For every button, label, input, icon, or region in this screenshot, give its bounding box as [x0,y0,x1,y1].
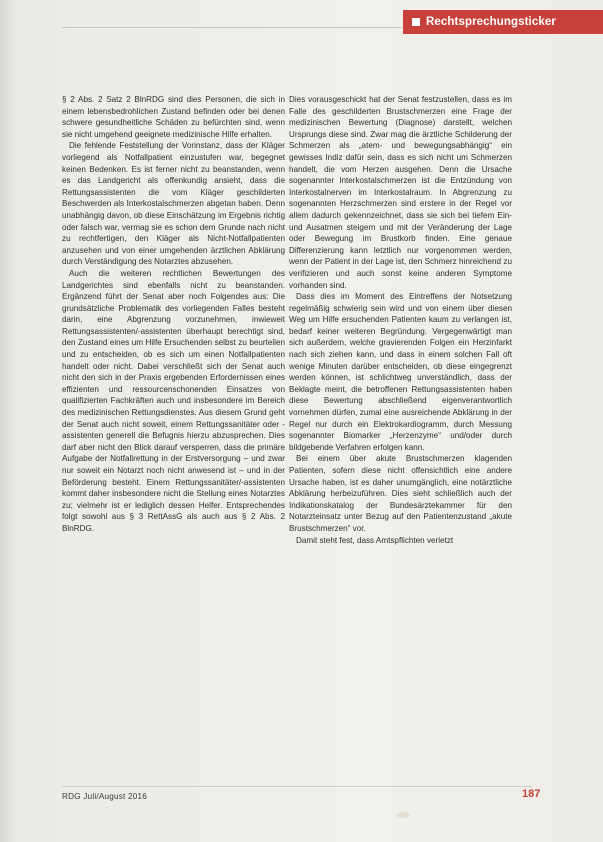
header-rule [62,27,402,28]
paragraph: Bei einem über akute Brustschmerzen klagenden Patienten, sofern diese nicht offensichtlich eine andere Ursache haben, ist es daher unumgänglich, eine notärztliche Abklärung herbeizuführen. Dies sieht schließlich auch der Indikationskatalog der Bundesärztekammer für den Notarzteinsatz unter Bezug auf den Patientenzustand „akute Brustschmerzen“ vor. [289,454,512,533]
right-column [289,94,512,546]
journal-footer: RDG Juli/August 2016 [62,792,148,801]
paragraph: Damit steht fest, dass Amtspflichten verletzt [296,535,454,545]
section-ribbon [403,10,603,34]
square-bullet-icon [412,18,420,26]
paragraph: Auch die weiteren rechtlichen Bewertungen des Landgerichtes sind ebenfalls nicht zu beanstanden. Ergänzend führt der Senat aber noch Folgendes aus: Die grundsätzliche Problematik des vorliegenden Falles besteht darin, eine Abgrenzung vorzunehmen, inwieweit Rettungsassistenten/-assistenten überhaupt berechtigt sind, den Zustand eines um Hilfe Ersuchenden selbst zu beurteilen und zu entscheiden, ob es sich um einen Notfallpatienten handelt oder nicht. Dabei verschließt sich der Senat auch nicht den sich in der Praxis ergebenden Erfordernissen eines effizienten und ressourcenschonenden Einsatzes von qualifizierten Fachkräften auch und insbesondere im Bereich des medizinischen Rettungsdienstes. Aus diesem Grund geht der Senat auch nicht soweit, einem Rettungssanitäter oder -assistenten generell die Befugnis hierzu abzusprechen. Dies darf aber nicht den Blick darauf versperren, dass die primäre Aufgabe der Notfallrettung in der Erstversorgung – und zwar nur soweit ein Notarzt noch nicht anwesend ist – und in der Beförderung besteht. Einem Rettungssanitäter/-assistenten kommt daher insbesondere nicht die Stellung eines Notarztes zu; vielmehr ist er lediglich dessen Helfer. Entsprechendes folgt sowohl aus § 3 RettAssG als auch aus § 2 Abs. 2 BlnRDG. [62,268,285,533]
left-column [62,94,285,535]
paragraph: § 2 Abs. 2 Satz 2 BlnRDG sind dies Personen, die sich in einem lebensbedrohlichen Zustand befinden oder bei denen schwere gesundheitliche Schäden zu befürchten sind, wenn sie nicht umgehend geeignete medizinische Hilfe erhalten. [62,95,285,139]
page-number: 187 [522,788,541,800]
footer-rule [62,786,532,787]
paper-smudge [396,812,410,818]
section-label: Rechtsprechungsticker [426,16,556,28]
paragraph: Dass dies im Moment des Eintreffens der Notsetzung regelmäßig schwierig sein wird und von einem über diesen Weg um Hilfe ersuchenden Patienten kaum zu verlangen ist, bedarf keiner weiteren Begründung. Vergegenwärtigt man sich außerdem, welche gravierenden Folgen ein Herzinfarkt nach sich ziehen kann, und dass in einem solchen Fall oft wenige Minuten darüber entscheiden, ob diese eingegrenzt werden können, ist schlichtweg unverständlich, dass der Beklagte meint, die betroffenen Rettungsassistenten haben diese Bewertung abschließend eigenverantwortlich vornehmen dürfen, zumal eine ausreichende Abklärung in der Regel nur durch ein Elektrokardiogramm, durch Messung sogenannter Biomarker „Herzenzyme“ und/oder durch bildgebende Verfahren erfolgen kann. [289,292,512,452]
paragraph: Die fehlende Feststellung der Vorinstanz, dass der Kläger vorliegend als Notfallpatient einzustufen war, begegnet keinen Bedenken. Es ist ferner nicht zu beanstanden, wenn es das Landgericht als offenkundig ansieht, dass die Rettungsassistenten die vom Kläger geschilderten Beschwerden als Interkostalschmerzen abgetan haben. Denn unabhängig davon, ob diese Einschätzung im Ergebnis richtig oder falsch war, vermag sie es schon dem Grunde nach nicht zu rechtfertigen, den Kläger als Nicht-Notfallpatienten anzusehen und von einer umgehenden ärztlichen Abklärung durch Verständigung des Notarztes abzusehen. [62,141,285,267]
paragraph: Dies vorausgeschickt hat der Senat festzustellen, dass es im Falle des geschilderten Brustschmerzen eine Frage der medizinischen Bewertung (Diagnose) darstellt, welchen Ursprungs diese sind. Zwar mag die ärztliche Schilderung der Schmerzen als „atem- und bewegungsabhängig“ ein gewisses Indiz dafür sein, dass es sich nicht um Schmerzen handelt, die vom Herzen ausgehen. Denn die Ursache sogenannter Interkostalschmerzen ist die Entzündung von Interkostalnerven im Interkostalraum. In Abgrenzung zu sogenannten Herzschmerzen sind erstere in der Regel vor allem dadurch gekennzeichnet, dass sie sich bei tiefem Ein- und Ausatmen steigern und mit der Veränderung der Lage oder Bewegung im Brustkorb finden. Eine genaue Differenzierung kann letztlich nur vorgenommen werden, wenn der Patient in der Lage ist, den Schmerz hinreichend zu verifizieren und auch sonst keine anderen Symptome vorhanden sind. [289,95,512,290]
